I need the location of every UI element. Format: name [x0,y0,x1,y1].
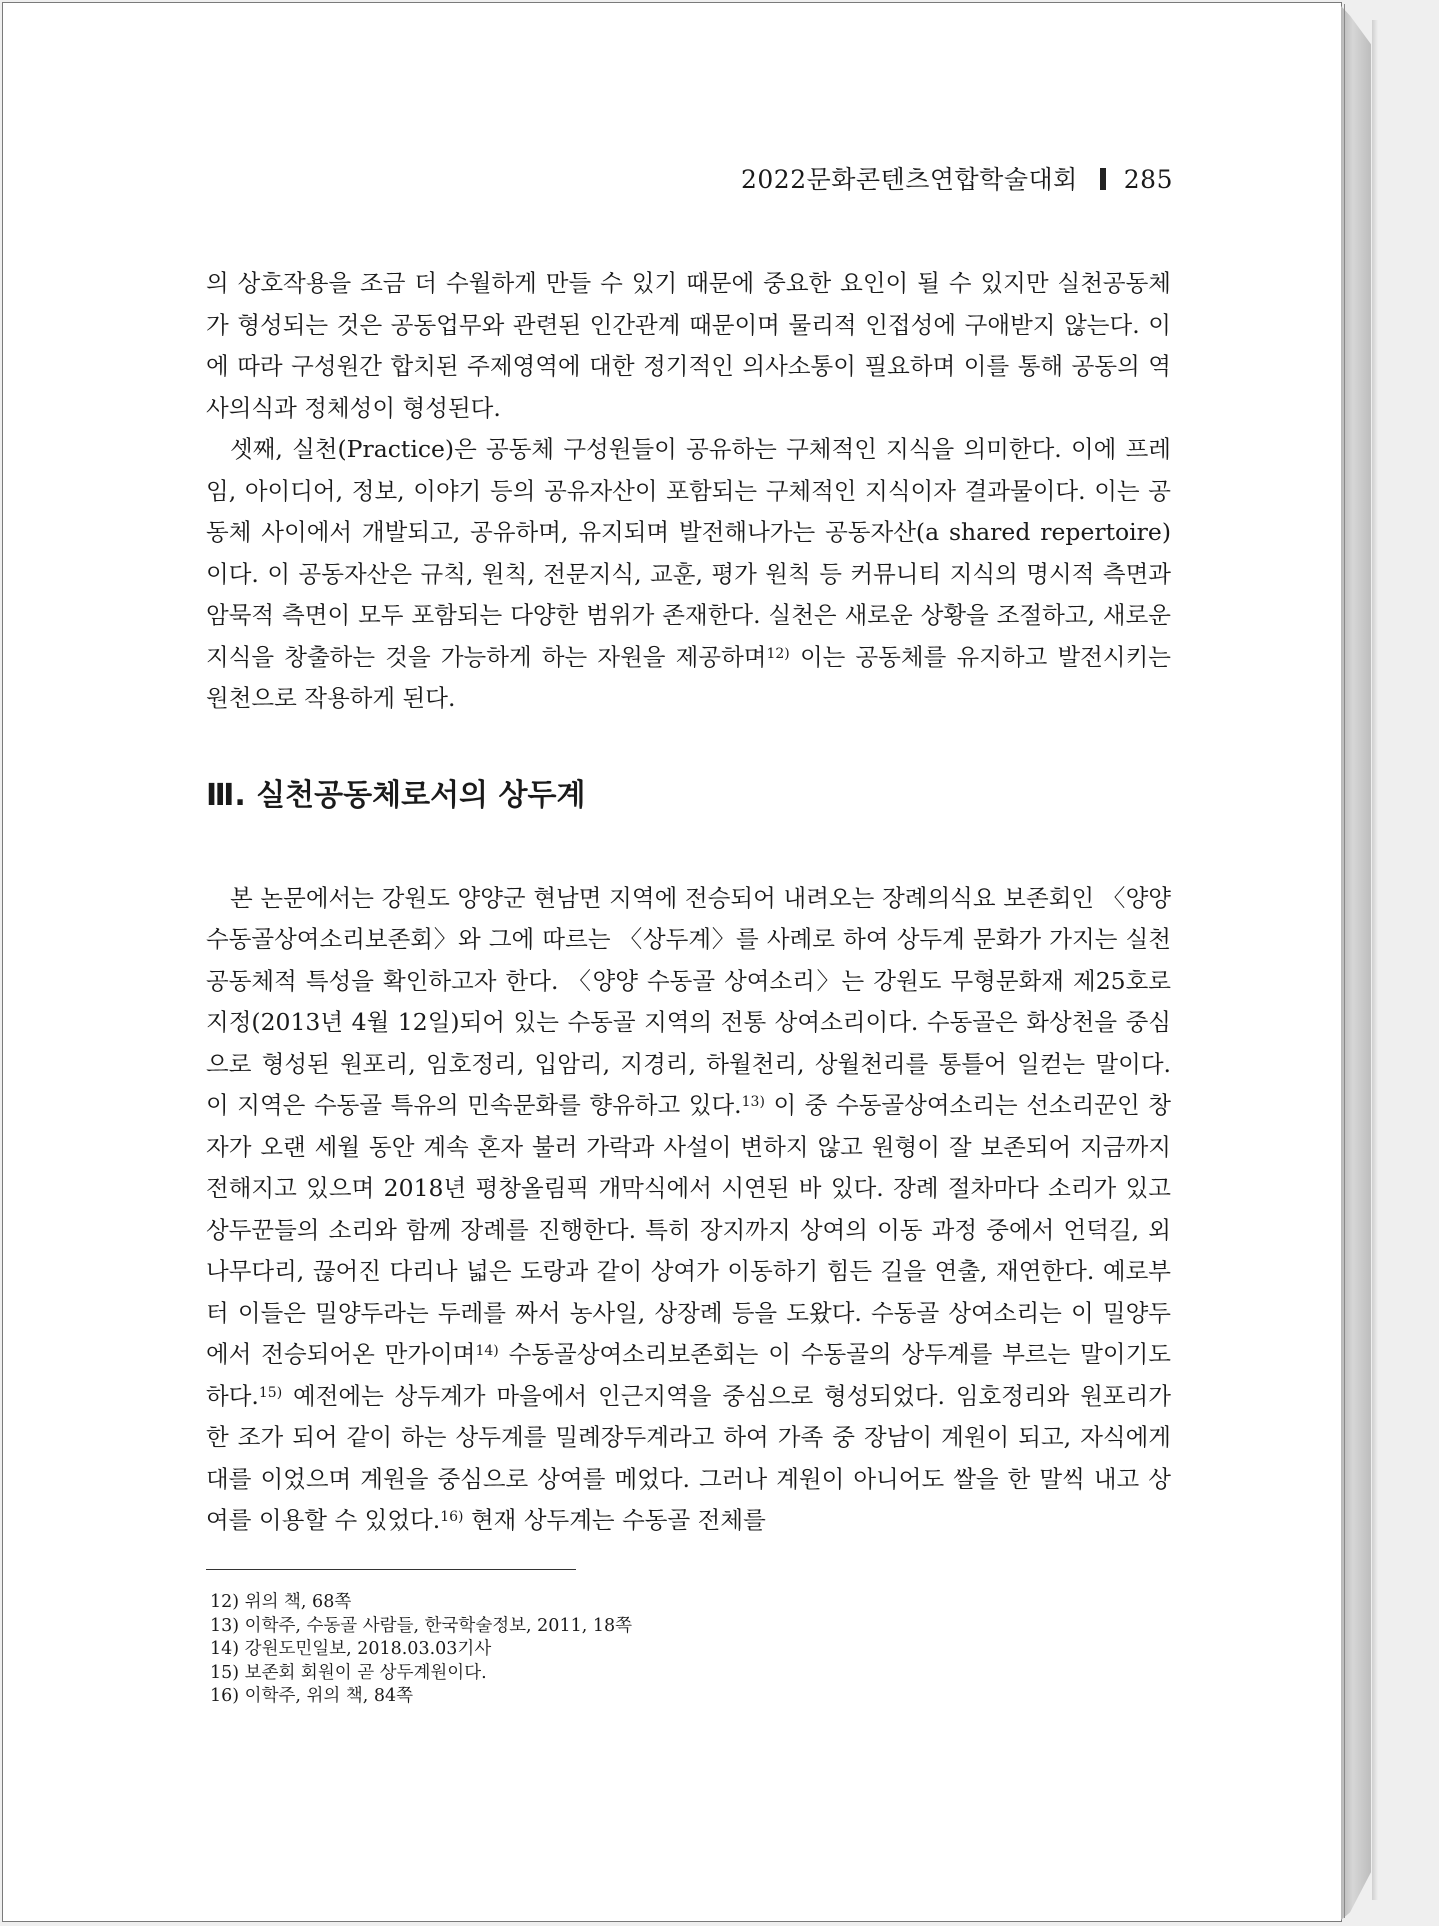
paragraph-sangdugye: 본 논문에서는 강원도 양양군 현남면 지역에 전승되어 내려오는 장례의식요 보존회인 〈양양 수동골상여소리보존회〉와 그에 따르는 〈상두계〉를 사례로 하여 상두계 문화가 가지는 실천공동체적 특성을 확인하고자 한다. 〈양양 수동골 상여소리〉는 강원도 무형문화재 제25호로 지정(2013년 4월 12일)되어 있는 수동골 지역의 전통 상여소리이다. 수동골은 화상천을 중심으로 형성된 원포리, 임호정리, 입암리, 지경리, 하월천리, 상월천리를 통틀어 일컫는 말이다. 이 지역은 수동골 특유의 민속문화를 향유하고 있다.$^{13)}$ 이 중 수동골상여소리는 선소리꾼인 창자가 오랜 세월 동안 계속 혼자 불러 가락과 사설이 변하지 않고 원형이 잘 보존되어 지금까지 전해지고 있으며 2018년 평창올림픽 개막식에서 시연된 바 있다. 장례 절차마다 소리가 있고 상두꾼들의 소리와 함께 장례를 진행한다. 특히 장지까지 상여의 이동 과정 중에서 언덕길, 외나무다리, 끊어진 다리나 넓은 도랑과 같이 상여가 이동하기 힘든 길을 연출, 재연한다. 예로부터 이들은 밀양두라는 두레를 짜서 농사일, 상장례 등을 도왔다. 수동골 상여소리는 이 밀양두에서 전승되어온 만가이며$^{14)}$ 수동골상여소리보존회는 이 수동골의 상두계를 부르는 말이기도 하다.$^{15)}$ 예전에는 상두계가 마을에서 인근지역을 중심으로 형성되었다. 임호정리와 원포리가 한 조가 되어 같이 하는 상두계를 밀례장두계라고 하여 가족 중 장남이 계원이 되고, 자식에게 대를 이었으며 계원을 중심으로 상여를 메었다. 그러나 계원이 아니어도 쌀을 한 말씩 내고 상여를 이용할 수 있었다.$^{16)}$ 현재 상두계는 수동골 전체를 [206,883,1172,1534]
footnote-item: 14) 강원도민일보, 2018.03.03기사 [210,1639,492,1659]
page-shadow [1372,20,1378,1900]
footnote-ref-13: 13) [741,1094,765,1110]
paragraph-practice: 셋째, 실천(Practice)은 공동체 구성원들이 공유하는 구체적인 지식을 의미한다. 이에 프레임, 아이디어, 정보, 이야기 등의 공유자산이 포함되는 구체적인 지식이자 결과물이다. 이는 공동체 사이에서 개발되고, 공유하며, 유지되며 발전해나가는 공동자산(a shared repertoire)이다. 이 공동자산은 규칙, 원칙, 전문지식, 교훈, 평가 원칙 등 커뮤니티 지식의 명시적 측면과 암묵적 측면이 모두 포함되는 다양한 범위가 존재한다. 실천은 새로운 상황을 조절하고, 새로운 지식을 창출하는 것을 가능하게 하는 자원을 제공하며$^{12)}$ 이는 공동체를 유지하고 발전시키는 원천으로 작용하게 된다. [206,435,1171,712]
header-separator [1100,168,1106,190]
footnote-ref-12: 12) [766,645,790,662]
footnote-item: 15) 보존회 회원이 곧 상두계원이다. [210,1662,487,1683]
footnote-rule [206,1569,576,1570]
page-edge-line [1344,4,1345,1918]
footnote-ref-15: 15) [258,1384,283,1401]
footnote-item: 12) 위의 책, 68쪽 [210,1592,352,1612]
footnotes [210,1591,632,1709]
section-heading: Ⅲ. 실천공동체로서의 상두계 [206,777,586,813]
page-body [206,263,1171,1542]
footnote-item: 13) 이학주, 수동골 사람들, 한국학술정보, 2011, 18쪽 [210,1615,633,1636]
running-header [741,160,1173,196]
footnote-item: 16) 이학주, 위의 책, 84쪽 [210,1686,414,1706]
footnote-ref-14: 14) [475,1343,499,1359]
running-title: 2022문화콘텐츠연합학술대회 [741,165,1078,194]
page-stack-edge [1341,6,1371,1920]
page-number: 285 [1123,165,1173,194]
footnote-ref-16: 16) [440,1509,464,1525]
paragraph-1: 의 상호작용을 조금 더 수월하게 만들 수 있기 때문에 중요한 요인이 될 수 있지만 실천공동체가 형성되는 것은 공동업무와 관련된 인간관계 때문이며 물리적 인접성에 구애받지 않는다. 이에 따라 구성원간 합치된 주제영역에 대한 정기적인 의사소통이 필요하며 이를 통해 공동의 역사의식과 정체성이 형성된다. [206,269,1171,422]
